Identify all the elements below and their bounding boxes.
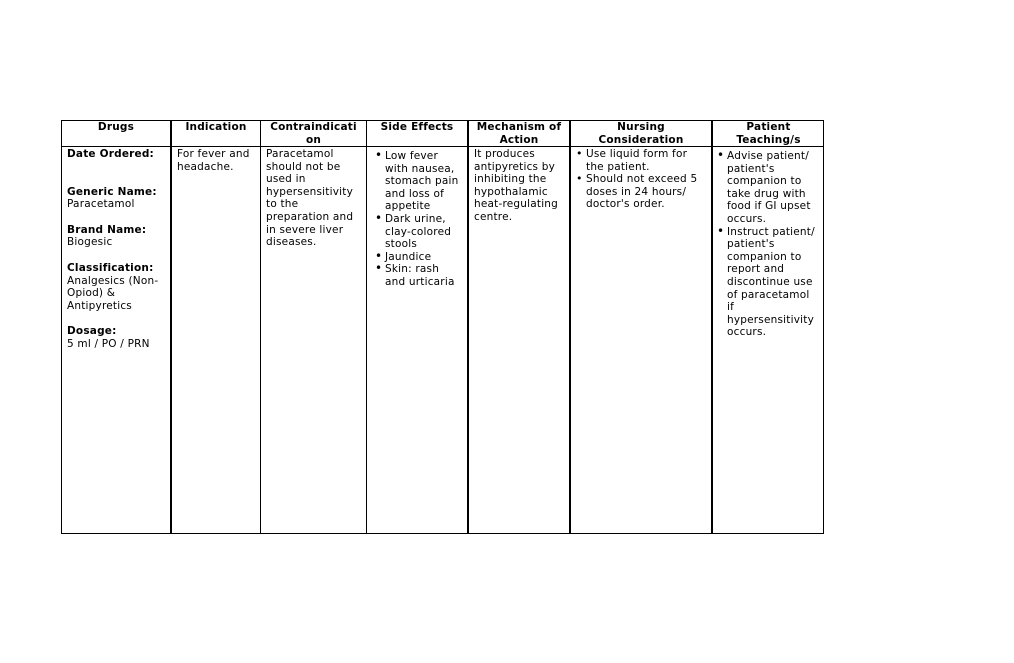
contraindication-line: hypersensitivity xyxy=(266,185,353,198)
contraindication-line: used in xyxy=(266,173,306,186)
header-drugs-label: Drugs xyxy=(97,121,135,133)
classification-line-1: Analgesics (Non- xyxy=(67,274,159,287)
header-teaching-line-2: Teaching/s xyxy=(736,133,801,146)
side-effect-item xyxy=(375,213,463,251)
side-effect-item-line: stools xyxy=(385,238,418,251)
header-drugs xyxy=(62,121,170,147)
patient-teaching-item-line: hypersensitivity xyxy=(727,313,814,326)
column-mechanism xyxy=(469,121,571,533)
nursing-consideration-item xyxy=(576,148,707,173)
side-effect-item-line: • Low fever xyxy=(385,150,438,162)
header-mechanism-line-2: Action xyxy=(499,133,539,146)
patient-teaching-item-line: of paracetamol xyxy=(727,288,810,301)
side-effect-item-line: with nausea, xyxy=(385,162,455,175)
mechanism-line: inhibiting the xyxy=(474,173,547,186)
patient-teaching-item xyxy=(717,150,820,226)
contraindication-line: diseases. xyxy=(266,236,317,249)
mechanism-line: heat-regulating xyxy=(474,198,559,211)
header-indication xyxy=(172,121,260,147)
generic-name-label: Generic Name: xyxy=(67,185,157,198)
indication-cell xyxy=(172,147,260,533)
header-mechanism-line-1: Mechanism of xyxy=(476,121,562,133)
side-effect-item-line: • Dark urine, xyxy=(385,212,446,225)
patient-teaching-item-line: report and xyxy=(727,263,785,276)
nursing-consideration-item-line: doctor's order. xyxy=(586,198,665,211)
contraindication-line: in severe liver xyxy=(266,223,344,236)
patient-teaching-item-line: • Instruct patient/ xyxy=(727,225,815,238)
column-indication xyxy=(172,121,261,533)
patient-teaching-item-line: if xyxy=(727,301,735,314)
side-effect-item xyxy=(375,263,463,288)
header-contraindication xyxy=(261,121,366,147)
nursing-consideration-item-line: the patient. xyxy=(586,160,650,173)
nursing-consideration-item-line: doses in 24 hours/ xyxy=(586,185,687,198)
teaching-list xyxy=(717,150,820,339)
mechanism-line: antipyretics by xyxy=(474,160,556,173)
side-effect-item-line: stomach pain xyxy=(385,175,459,188)
mechanism-line: centre. xyxy=(474,210,513,223)
indication-line-2: headache. xyxy=(177,160,234,173)
nursing-list xyxy=(576,148,707,211)
mechanism-line: hypothalamic xyxy=(474,185,548,198)
drugs-cell xyxy=(62,147,170,533)
column-side-effects xyxy=(367,121,469,533)
side-effects-cell xyxy=(367,147,467,533)
header-mechanism xyxy=(469,121,569,147)
contraindication-cell xyxy=(261,147,366,533)
patient-teaching-item-line: occurs. xyxy=(727,326,767,339)
side-effect-item-line: and loss of xyxy=(385,187,445,200)
patient-teaching-item-line: take drug with xyxy=(727,187,806,200)
dosage-value: 5 ml / PO / PRN xyxy=(67,337,150,350)
patient-teaching-item-line: companion to xyxy=(727,175,802,188)
header-side-effects xyxy=(367,121,467,147)
header-contraindication-line-1: Contraindicati xyxy=(270,121,357,133)
header-teaching-line-1: Patient xyxy=(746,121,791,133)
side-effect-item-line: clay-colored xyxy=(385,225,452,238)
date-ordered-label: Date Ordered: xyxy=(67,148,154,160)
drug-study-table xyxy=(61,120,824,534)
mechanism-line: It produces xyxy=(474,148,535,160)
indication-line-1: For fever and xyxy=(177,148,250,160)
dosage-label: Dosage: xyxy=(67,325,117,338)
contraindication-line: Paracetamol xyxy=(266,148,334,160)
header-indication-label: Indication xyxy=(185,121,247,133)
patient-teaching-item-line: discontinue use xyxy=(727,275,813,288)
patient-teaching-item-line: patient's xyxy=(727,238,775,251)
patient-teaching-item-line: companion to xyxy=(727,250,802,263)
side-effect-item-line: and urticaria xyxy=(385,275,455,288)
teaching-cell xyxy=(713,147,824,533)
nursing-consideration-item xyxy=(576,173,707,211)
patient-teaching-item xyxy=(717,226,820,339)
nursing-cell xyxy=(571,147,711,533)
header-side-effects-label: Side Effects xyxy=(380,121,454,133)
nursing-consideration-item-line: • Use liquid form for xyxy=(586,148,688,160)
classification-label: Classification: xyxy=(67,261,154,274)
side-effect-item-line: • Skin: rash xyxy=(385,263,440,276)
column-contraindication xyxy=(261,121,367,533)
contraindication-line: to the xyxy=(266,198,299,211)
mechanism-cell xyxy=(469,147,569,533)
header-nursing-line-2: Consideration xyxy=(598,133,684,146)
header-nursing xyxy=(571,121,711,147)
header-teaching xyxy=(713,121,824,147)
side-effect-item xyxy=(375,251,463,264)
header-contraindication-line-2: on xyxy=(305,133,322,146)
contraindication-line: should not be xyxy=(266,160,341,173)
generic-name-value: Paracetamol xyxy=(67,198,135,211)
patient-teaching-item-line: occurs. xyxy=(727,212,767,225)
nursing-consideration-item-line: • Should not exceed 5 xyxy=(586,173,698,186)
brand-name-value: Biogesic xyxy=(67,236,113,249)
contraindication-line: preparation and xyxy=(266,210,354,223)
side-effect-item-line: • Jaundice xyxy=(385,250,432,263)
classification-line-2: Opiod) & xyxy=(67,287,116,300)
classification-line-3: Antipyretics xyxy=(67,299,132,312)
header-nursing-line-1: Nursing xyxy=(617,121,665,133)
brand-name-label: Brand Name: xyxy=(67,223,147,236)
side-effects-list xyxy=(375,150,463,289)
column-nursing xyxy=(571,121,713,533)
side-effect-item-line: appetite xyxy=(385,200,431,213)
patient-teaching-item-line: food if GI upset xyxy=(727,200,811,213)
column-teaching xyxy=(713,121,824,533)
patient-teaching-item-line: patient's xyxy=(727,162,775,175)
patient-teaching-item-line: • Advise patient/ xyxy=(727,150,809,162)
column-drugs xyxy=(62,121,172,533)
side-effect-item xyxy=(375,150,463,213)
